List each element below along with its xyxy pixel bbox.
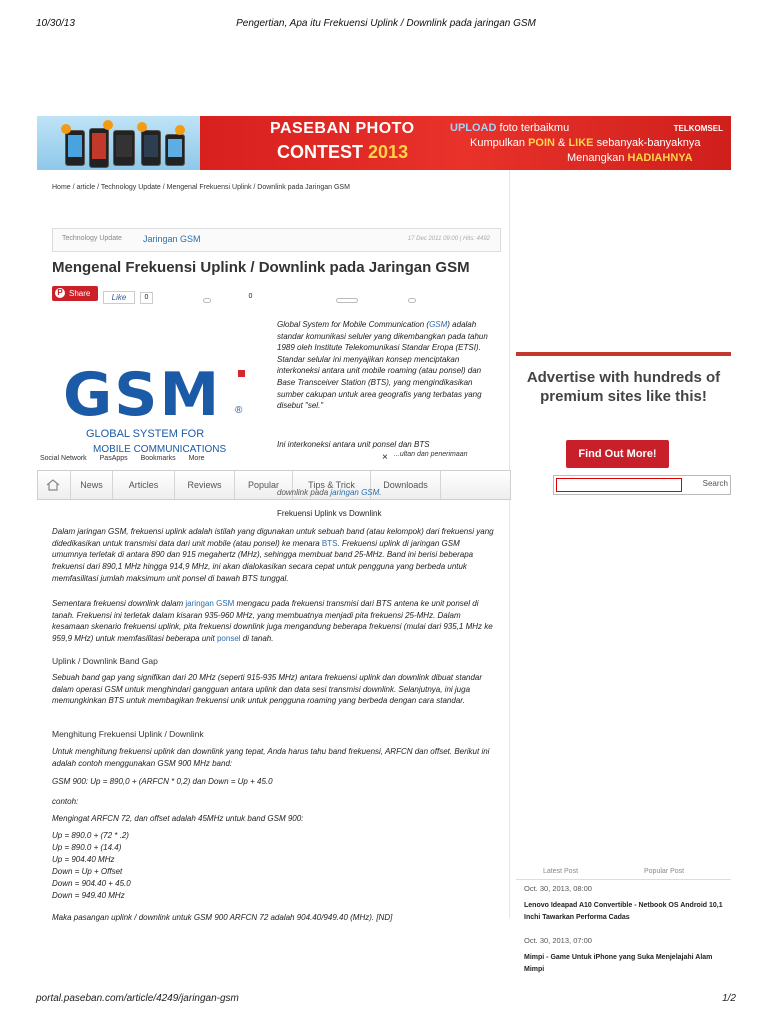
conclusion: Maka pasangan uplink / downlink untuk GSM 900 ARFCN 72 adalah 904.40/949.40 (MHz). [ND] <box>52 913 393 922</box>
heading-band-gap: Uplink / Downlink Band Gap <box>52 656 158 666</box>
intro-paragraph: Global System for Mobile Communication (GSM) adalah standar komunikasi seluler yang dikembangkan pada tahun 1989 oleh Institute Telekomunikasi Standar Eropa (ETSI). Standar selular ini menyajikan konsep menciptakan interkoneksi antara unit mobile roaming (atau ponsel) dan Base Transceiver Station (BTS), yang mengindikasikan sumber cakupan untuk area geografis yang terbatas yang disebut "sel." <box>277 320 488 411</box>
post-title-link[interactable]: Mimpi - Game Untuk iPhone yang Suka Menjelajahi Alam Mimpi <box>524 954 713 973</box>
calc-line: Up = 890.0 + (14.4) <box>52 843 122 852</box>
article-meta: 17 Dec 2011 09:00 | Hits: 4492 <box>407 236 490 242</box>
phones-image <box>37 116 200 170</box>
gsm-logo-subtitle: GLOBAL SYSTEM FOR <box>86 428 205 440</box>
intro-paragraph-2: Ini interkoneksi antara unit ponsel dan BTS <box>277 440 430 449</box>
paragraph-uplink: Dalam jaringan GSM, frekuensi uplink adalah istilah yang digunakan untuk sebuah band (atau kelompok) dari frekuensi yang didedikasikan untuk transmisi data dari unit mobile (atau ponsel) ke menara BTS. Frekuensi uplink di jaringan GSM umumnya terletak di antara 890 dan 915 megahertz (MHz), sehingga membuat band 25-MHz. Band ini berisi beberapa frekuensi dari 890,1 MHz hingga 914,9 MHz, ini akan dialokasikan secara cepat untuk pengguna yang berbeda untuk memfasilitasi jumlah maksimum unit ponsel di bawah BTS tunggal. <box>52 527 494 583</box>
calc-line: Down = Up + Offset <box>52 867 123 876</box>
gsm-logo-subtitle2: MOBILE COMMUNICATIONS <box>93 444 227 452</box>
intro-paragraph-2-cut: ...ultan dan penerimaan <box>394 451 468 458</box>
promo-line1: UPLOAD foto terbaikmu <box>450 122 570 134</box>
promo-line3: Menangkan HADIAHNYA <box>567 152 693 164</box>
paragraph-calculation: Untuk menghitung frekuensi uplink dan downlink yang tepat, Anda harus tahu band frekuensi, ARFCN dan offset. Berikut ini adalah contoh menggunakan GSM 900 MHz band: <box>52 747 490 768</box>
calc-line: Up = 890.0 + (72 * .2) <box>52 831 129 840</box>
print-page-number: 1/2 <box>722 993 736 1004</box>
article-title: Mengenal Frekuensi Uplink / Downlink pada Jaringan GSM <box>52 259 470 276</box>
sub-navigation <box>40 455 400 467</box>
breadcrumb[interactable]: Home / article / Technology Update / Mengenal Frekuensi Uplink / Downlink pada Jaringan GSM <box>52 184 350 191</box>
print-page-title: Pengertian, Apa itu Frekuensi Uplink / Downlink pada jaringan GSM <box>236 18 536 29</box>
main-navigation <box>37 470 511 500</box>
search-box <box>553 475 731 495</box>
search-button[interactable]: Search <box>702 479 728 488</box>
bts-link[interactable]: BTS <box>321 538 338 548</box>
paragraph-band-gap: Sebuah band gap yang signifikan dari 20 MHz (seperti 915-935 MHz) antara frekuensi uplink dan downlink dibuat standar dalam operasi GSM untuk menghindari gangguan antara uplink dan data sesi transmisi downlink. Selanjutnya, ini juga memungkinkan BTS untuk membagikan frekuensi unik untuk pengguna roaming yang berbeda dengan cara standar. <box>52 673 483 706</box>
post-date: Oct. 30, 2013, 07:00 <box>524 936 592 945</box>
gsm-logo-text: GSM <box>63 360 222 430</box>
contest-promo <box>200 116 731 170</box>
article-meta-bar <box>52 228 501 252</box>
contest-line1: PASEBAN PHOTO <box>270 120 415 137</box>
promo-banner[interactable] <box>37 116 731 170</box>
search-input[interactable] <box>556 478 682 492</box>
nav-news[interactable]: News <box>71 471 113 499</box>
social-widget-icon[interactable] <box>203 298 211 303</box>
share-count: 0 <box>248 293 253 300</box>
tab-popular-post[interactable]: Popular Post <box>644 868 685 875</box>
nav-articles[interactable]: Articles <box>113 471 175 499</box>
category-label[interactable]: Technology Update <box>62 235 122 242</box>
jaringan-gsm-link[interactable]: jaringan GSM <box>330 488 380 497</box>
heading-uplink-vs-downlink: Frekuensi Uplink vs Downlink <box>277 509 382 518</box>
sidebar-tabs <box>516 866 731 880</box>
advertise-box <box>516 352 731 477</box>
registered-mark: ® <box>235 405 243 416</box>
like-count: 0 <box>140 292 153 304</box>
facebook-like-button[interactable]: Like <box>103 291 135 304</box>
subnav-pasapps[interactable]: PasApps <box>99 455 128 462</box>
gsm-link[interactable]: GSM <box>429 320 448 329</box>
formula: GSM 900: Up = 890,0 + (ARFCN * 0,2) dan Down = Up + 45.0 <box>52 777 273 786</box>
calc-line: Down = 904.40 + 45.0 <box>52 879 131 888</box>
jaringan-gsm-link[interactable]: jaringan GSM <box>185 599 235 608</box>
social-widget-icon[interactable] <box>336 298 358 303</box>
post-title-link[interactable]: Lenovo Ideapad A10 Convertible - Netbook OS Android 10,1 Inchi Tawarkan Performa Cadas <box>524 902 723 921</box>
gsm-logo-dot <box>238 370 245 377</box>
nav-reviews[interactable]: Reviews <box>175 471 235 499</box>
sidebar-divider <box>509 170 510 918</box>
print-url: portal.paseban.com/article/4249/jaringan-gsm <box>36 993 239 1004</box>
gsm-logo <box>58 350 268 460</box>
pinterest-share-button[interactable]: P Share <box>52 286 98 301</box>
nav-popular[interactable]: Popular <box>235 471 293 499</box>
advertise-text: Advertise with hundreds of premium sites like this! <box>526 369 721 405</box>
subnav-more[interactable]: More <box>188 455 205 462</box>
find-out-more-button[interactable]: Find Out More! <box>566 440 669 468</box>
close-icon[interactable]: × <box>382 452 388 463</box>
heading-calculation: Menghitung Frekuensi Uplink / Downlink <box>52 729 204 739</box>
calc-line: Up = 904.40 MHz <box>52 855 115 864</box>
social-widget-icon[interactable] <box>408 298 416 303</box>
example-description: Mengingat ARFCN 72, dan offset adalah 45MHz untuk band GSM 900: <box>52 814 304 823</box>
telkomsel-logo: TELKOMSEL <box>673 124 723 133</box>
pinterest-icon: P <box>55 288 65 298</box>
tab-latest-post[interactable]: Latest Post <box>543 868 579 875</box>
promo-line2: Kumpulkan POIN & LIKE sebanyak-banyaknya <box>470 137 701 149</box>
subnav-social-network[interactable]: Social Network <box>40 455 87 462</box>
post-date: Oct. 30, 2013, 08:00 <box>524 884 592 893</box>
calc-line: Down = 949.40 MHz <box>52 891 125 900</box>
tag-link[interactable]: Jaringan GSM <box>143 234 201 244</box>
subnav-bookmarks[interactable]: Bookmarks <box>140 455 176 462</box>
example-label: contoh: <box>52 797 79 806</box>
ponsel-link[interactable]: ponsel <box>216 634 241 644</box>
nav-tips-trick[interactable]: Tips & Trick <box>293 471 371 499</box>
paragraph-downlink: Sementara frekuensi downlink dalam jaringan GSM mengacu pada frekuensi transmisi dari BTS antena ke unit ponsel di tanah. Frekuensi ini terletak dalam kisaran 935-960 MHz, yang membuatnya menjadi pita frekuensi 25-MHz. Dalam kesamaan skenario frekuensi uplink, pita frekuensi downlink juga mengandung beberapa frekuensi (mulai dari 935,1 MHz ke 959,9 MHz) untuk memfasilitasi beberapa unit ponsel di tanah. <box>52 599 493 644</box>
contest-line2: CONTEST 2013 <box>277 142 409 162</box>
home-icon <box>46 479 60 491</box>
nav-home[interactable] <box>38 471 71 499</box>
nav-downloads[interactable]: Downloads <box>371 471 441 499</box>
print-date: 10/30/13 <box>36 18 75 29</box>
intro-downlink-line: downlink pada jaringan GSM. <box>277 488 382 497</box>
